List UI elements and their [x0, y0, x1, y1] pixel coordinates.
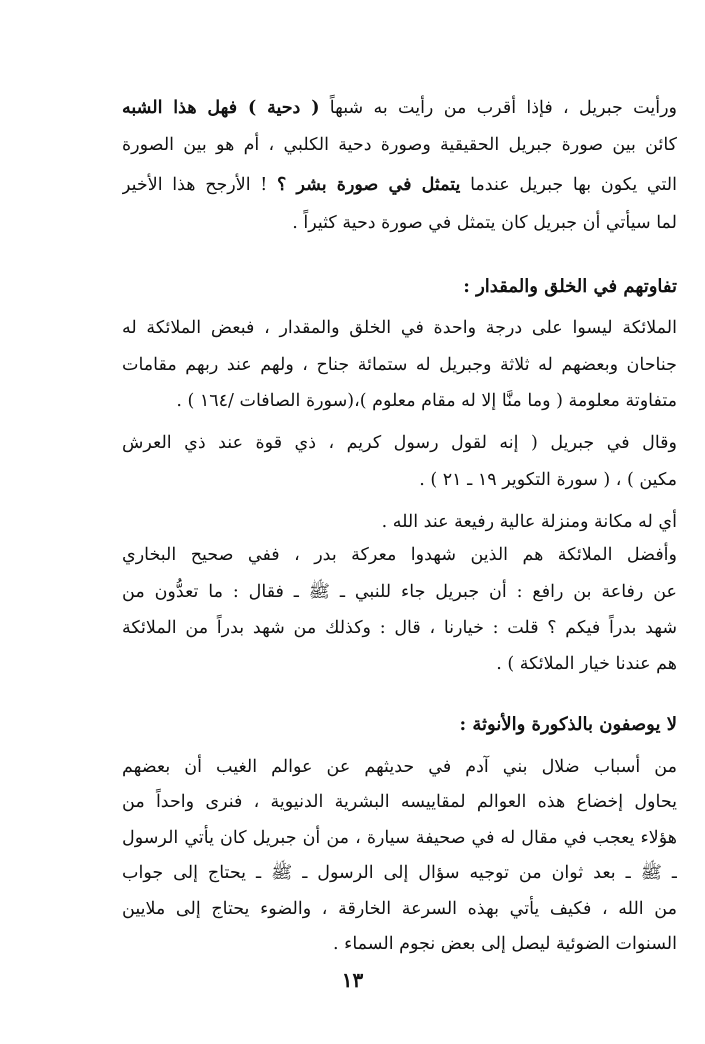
- para6-line5: من الله ، فكيف يأتي بهذه السرعة الخارقة ، والضوء يحتاج إلى ملايين: [122, 899, 677, 919]
- para1-line3: التي يكون بها جبريل عندما يتمثل في صورة بشر ؟ ! الأرجح هذا الأخير: [122, 175, 677, 195]
- para2-line1: الملائكة ليسوا على درجة واحدة في الخلق والمقدار ، فبعض الملائكة له: [122, 318, 677, 338]
- para6-line3: هؤلاء يعجب في مقال له في صحيفة سيارة ، من أن جبريل كان يأتي الرسول: [122, 828, 677, 848]
- para2-line2: جناحان وبعضهم له ثلاثة وجبريل له ستمائة جناح ، ولهم عند ربهم مقامات: [122, 355, 677, 375]
- page-number: ١٣: [341, 968, 364, 992]
- para1-line2: كائن بين صورة جبريل الحقيقية وصورة دحية الكلبي ، أم هو بين الصورة: [122, 135, 677, 155]
- para6-line2: يحاول إخضاع هذه العوالم لمقاييسه البشرية الدنيوية ، فنرى واحداً من: [122, 792, 677, 812]
- section-heading-creation: تفاوتهم في الخلق والمقدار :: [463, 276, 677, 297]
- para4-line1: أي له مكانة ومنزلة عالية رفيعة عند الله .: [381, 512, 677, 532]
- para6-line6: السنوات الضوئية ليصل إلى بعض نجوم السماء .: [332, 934, 677, 954]
- para1-line4: لما سيأتي أن جبريل كان يتمثل في صورة دحية كثيراً .: [292, 213, 677, 233]
- para5-line4: هم عندنا خيار الملائكة ) .: [496, 654, 677, 674]
- para2-line3: متفاوتة معلومة ( وما منَّا إلا له مقام معلوم )،(سورة الصافات /١٦٤ ) .: [176, 391, 677, 411]
- para6-line1: من أسباب ضلال بني آدم في حديثهم عن عوالم الغيب أن بعضهم: [122, 757, 677, 777]
- para5-line3: شهد بدراً فيكم ؟ قلت : خيارنا ، قال : وكذلك من شهد بدراً من الملائكة: [122, 618, 677, 638]
- para5-line1: وأفضل الملائكة هم الذين شهدوا معركة بدر ، ففي صحيح البخاري: [122, 545, 677, 565]
- para1-line1: ورأيت جبريل ، فإذا أقرب من رأيت به شبهاً ( دحية ) فهل هذا الشبه: [122, 98, 677, 118]
- para3-line1: وقال في جبريل ( إنه لقول رسول كريم ، ذي قوة عند ذي العرش: [122, 433, 677, 453]
- section-heading-gender: لا يوصفون بالذكورة والأنوثة :: [459, 714, 677, 735]
- para3-line2: مكين ) ، ( سورة التكوير ١٩ ـ ٢١ ) .: [419, 470, 677, 490]
- para6-line4: ـ ﷺ ـ بعد ثوان من توجيه سؤال إلى الرسول ـ ﷺ ـ يحتاج إلى جواب: [122, 863, 677, 883]
- para5-line2: عن رفاعة بن رافع : أن جبريل جاء للنبي ـ ﷺ ـ فقال : ما تعدُّون من: [122, 582, 677, 602]
